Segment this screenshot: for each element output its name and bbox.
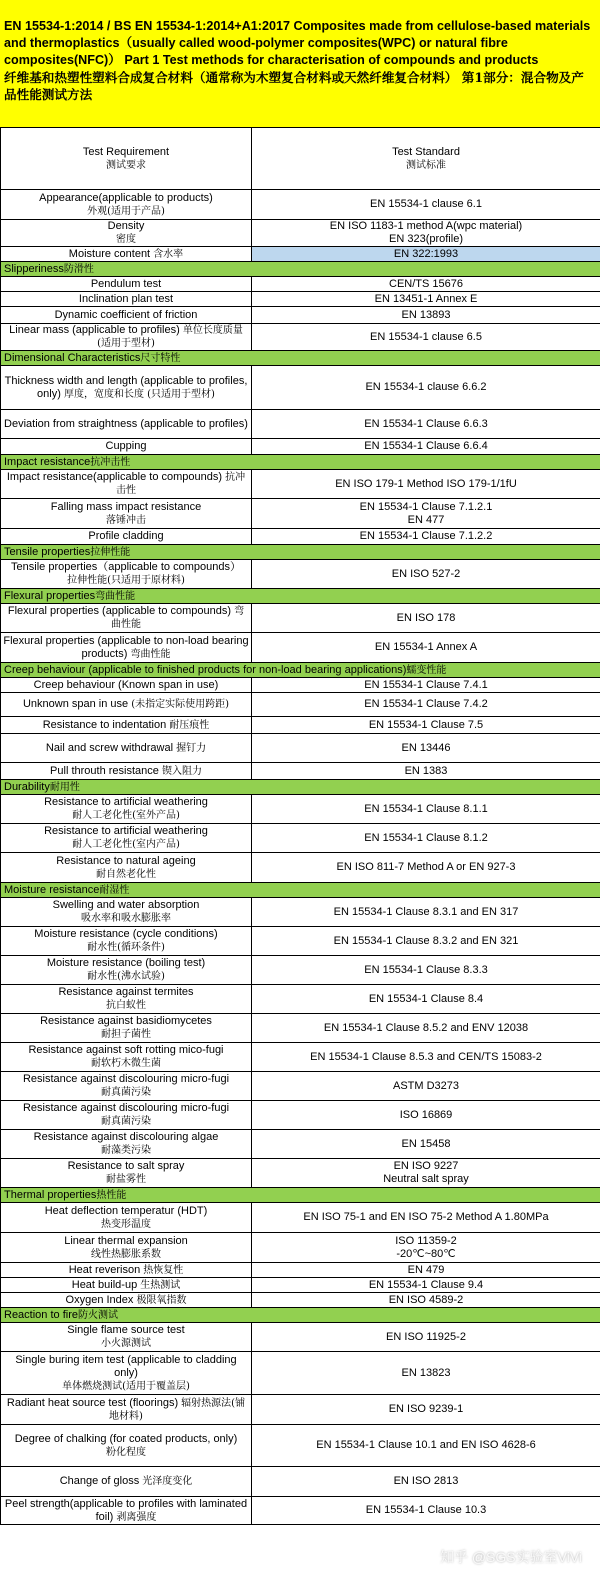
- section-row: [1, 351, 600, 366]
- requirement-cell: [1, 292, 252, 307]
- requirement-cell: [1, 985, 252, 1014]
- standard-cell: EN 1383: [252, 763, 600, 780]
- section-title-cn: 耐用性: [49, 781, 80, 793]
- requirement-cell: [1, 410, 252, 439]
- requirement-en: Pull throuth resistance: [50, 764, 159, 777]
- title-chinese: 纤维基和热塑性塑料合成复合材料（通常称为木塑复合材料或天然纤维复合材料） 第1部分：混合物及产品性能测试方法: [4, 70, 584, 102]
- requirement-cn: 热恢复性: [143, 1264, 184, 1276]
- standard-cell: EN 15534-1 Clause 6.6.3: [252, 410, 600, 439]
- table-row: [1, 927, 600, 956]
- section-row: [1, 780, 600, 795]
- requirement-en: Heat deflection temperatur (HDT): [44, 1204, 208, 1217]
- standard-cell: EN 15534-1 Clause 8.3.1 and EN 317: [252, 898, 600, 927]
- table-row: [1, 717, 600, 734]
- requirement-cell: [1, 1043, 252, 1072]
- requirement-en: Moisture content: [68, 247, 151, 260]
- table-row: [1, 1467, 600, 1497]
- standard-cell: EN 15534-1 Annex A: [252, 633, 600, 663]
- table-row: [1, 366, 600, 410]
- requirement-en: Single flame source test: [67, 1324, 185, 1336]
- requirement-en: Radiant heat source test (floorings): [6, 1396, 179, 1409]
- table-row: [1, 985, 600, 1014]
- section-title: [1, 883, 600, 898]
- requirement-cn: 耐水性(循环条件): [87, 942, 165, 953]
- table-row: [1, 1425, 600, 1467]
- requirement-cn: 弯曲性能: [130, 648, 171, 660]
- requirement-cn: 耐自然老化性: [96, 868, 156, 880]
- section-row: [1, 663, 600, 678]
- requirement-cell: [1, 1352, 252, 1395]
- requirement-cell: [1, 529, 252, 545]
- requirement-cell: [1, 1159, 252, 1188]
- requirement-cn: 线性热膨胀系数: [91, 1248, 161, 1260]
- standard-cell: EN ISO 4589-2: [252, 1293, 600, 1308]
- requirement-cn: 耐人工老化性(室内产品): [72, 839, 180, 850]
- requirement-cn: 极限氧指数: [136, 1294, 187, 1306]
- requirement-en: Tensile properties（applicable to compounds）: [11, 561, 241, 573]
- standard-cell: EN 13451-1 Annex E: [252, 292, 600, 307]
- requirement-cn: 吸水率和吸水膨胀率: [81, 913, 171, 924]
- requirement-en: Oxygen Index: [65, 1293, 134, 1306]
- requirement-en: Resistance to artificial weathering: [44, 825, 208, 837]
- section-title-cn: 弯曲性能: [95, 590, 136, 602]
- requirement-en: Pendulum test: [90, 277, 162, 290]
- standard-cell: EN 15534-1 Clause 7.5: [252, 717, 600, 734]
- table-row: [1, 529, 600, 545]
- title-english: EN 15534-1:2014 / BS EN 15534-1:2014+A1:2017 Composites made from cellulose-based materials and thermoplastics（usually called wood-polymer composites(WPC) or natural fibre composites(NFC)） Part 1 Test methods for characterisation of compounds and products: [4, 19, 591, 67]
- table-row: [1, 324, 600, 351]
- section-title-en: Tensile properties: [4, 545, 91, 558]
- standard-cell: EN ISO 9239-1: [252, 1395, 600, 1425]
- standard-cell: EN 15534-1 clause 6.6.2: [252, 366, 600, 410]
- requirement-cn: 握钉力: [176, 742, 207, 754]
- standard-cell: EN ISO 2813: [252, 1467, 600, 1497]
- standard-cell: EN 479: [252, 1263, 600, 1278]
- standard-cell: EN 13893: [252, 307, 600, 324]
- requirement-cell: [1, 693, 252, 717]
- table-row: [1, 1159, 600, 1188]
- table-row: [1, 1130, 600, 1159]
- requirement-cell: [1, 734, 252, 763]
- requirement-cn: 弯曲性能: [111, 606, 245, 630]
- table-row: [1, 220, 600, 247]
- requirement-en: Resistance against discolouring algae: [33, 1131, 219, 1143]
- requirement-cell: [1, 1278, 252, 1293]
- requirement-cell: [1, 1497, 252, 1525]
- requirement-cn: 拉伸性能(只适用于原材料): [67, 575, 185, 586]
- section-title-en: Slipperiness: [4, 262, 64, 275]
- column-header-standard: [252, 128, 600, 190]
- standard-cell: EN 15534-1 clause 6.1: [252, 190, 600, 220]
- requirement-cell: [1, 956, 252, 985]
- column-header-row: [1, 128, 600, 190]
- requirement-cell: [1, 324, 252, 351]
- document-header: [0, 0, 600, 127]
- standard-cell: EN 15534-1 Clause 8.3.3: [252, 956, 600, 985]
- standard-cell: EN 15534-1 Clause 8.3.2 and EN 321: [252, 927, 600, 956]
- requirement-cell: [1, 560, 252, 589]
- section-row: [1, 883, 600, 898]
- requirement-cell: [1, 678, 252, 693]
- requirement-cn: 耐水性(沸水试验): [87, 971, 165, 982]
- table-row: [1, 292, 600, 307]
- table-row: [1, 1497, 600, 1525]
- requirement-en: Density: [107, 220, 145, 232]
- requirement-en: Deviation from straightness (applicable to profiles): [4, 417, 248, 430]
- requirement-cell: [1, 499, 252, 529]
- requirement-cn: 生热测试: [140, 1279, 181, 1291]
- table-row: [1, 1014, 600, 1043]
- standard-cell: ISO 16869: [252, 1101, 600, 1130]
- column-header-requirement-en: Test Requirement: [82, 145, 170, 158]
- requirement-cn: 耐软朽木微生菌: [91, 1058, 161, 1069]
- requirement-cell: [1, 717, 252, 734]
- requirement-cn: 含水率: [153, 248, 184, 260]
- requirement-cell: [1, 898, 252, 927]
- watermark: 知乎 @SGS实验室ViVi: [439, 1549, 582, 1565]
- requirement-cell: [1, 307, 252, 324]
- standard-cell: EN 15534-1 Clause 10.3: [252, 1497, 600, 1525]
- section-title: [1, 663, 600, 678]
- requirement-en: Profile cladding: [88, 530, 164, 542]
- section-row: [1, 589, 600, 604]
- section-title-cn: 热性能: [96, 1189, 127, 1201]
- table-row: [1, 439, 600, 455]
- standard-cell: ASTM D3273: [252, 1072, 600, 1101]
- requirement-cn: 外观(适用于产品): [87, 205, 165, 217]
- section-title-en: Durability: [4, 780, 50, 793]
- requirement-cn: 辐射热源法(铺地材料): [109, 1397, 246, 1422]
- requirement-en: Moisture resistance (boiling test): [46, 957, 206, 969]
- table-row: [1, 247, 600, 262]
- requirement-en: Heat build-up: [71, 1278, 138, 1291]
- requirement-cell: [1, 1425, 252, 1467]
- requirement-en: Heat reverison: [68, 1263, 141, 1276]
- section-row: [1, 545, 600, 560]
- table-row: [1, 1323, 600, 1352]
- section-title-en: Reaction to fire: [4, 1308, 78, 1321]
- requirement-cn: 单体燃烧测试(适用于覆盖层): [62, 1380, 190, 1392]
- requirement-cell: [1, 824, 252, 853]
- column-header-standard-en: Test Standard: [392, 145, 460, 158]
- section-title-en: Impact resistance: [4, 455, 91, 468]
- requirement-en: Linear thermal expansion: [64, 1234, 188, 1247]
- requirement-cell: [1, 190, 252, 220]
- requirement-en: Resistance against soft rotting mico-fugi: [28, 1044, 224, 1056]
- requirement-cn: 单位长度质量(适用于型材): [97, 325, 243, 349]
- table-row: [1, 678, 600, 693]
- requirement-cell: [1, 1293, 252, 1308]
- requirement-en: Resistance against discolouring micro-fugi: [22, 1073, 230, 1085]
- requirement-en: Flexural properties (applicable to compounds): [7, 605, 232, 617]
- requirement-cn: 剥离强度: [116, 1511, 157, 1523]
- requirement-en: Peel strength(applicable to profiles with laminated foil): [4, 1497, 248, 1523]
- section-row: [1, 1308, 600, 1323]
- standard-cell: EN 15534-1 Clause 7.1.2.1 EN 477: [252, 499, 600, 529]
- requirement-cn: 小火源测试: [101, 1338, 151, 1349]
- standard-cell: EN 13823: [252, 1352, 600, 1395]
- table-row: [1, 1278, 600, 1293]
- test-requirements-table: [0, 127, 600, 1525]
- standard-cell: EN 15534-1 Clause 10.1 and EN ISO 4628-6: [252, 1425, 600, 1467]
- requirement-cn: 落锤冲击: [106, 514, 146, 526]
- requirement-en: Inclination plan test: [78, 292, 174, 305]
- requirement-en: Dynamic coefficient of friction: [54, 308, 198, 321]
- requirement-cell: [1, 1101, 252, 1130]
- table-row: [1, 560, 600, 589]
- requirement-cell: [1, 277, 252, 292]
- table-row: [1, 1263, 600, 1278]
- requirement-cn: 密度: [116, 234, 136, 245]
- requirement-en: Nail and screw withdrawal: [45, 741, 174, 754]
- requirement-cell: [1, 1014, 252, 1043]
- standard-cell: ISO 11359-2 -20℃~80℃: [252, 1233, 600, 1263]
- table-row: [1, 795, 600, 824]
- requirement-cell: [1, 763, 252, 780]
- requirement-en: Resistance against discolouring micro-fugi: [22, 1102, 230, 1114]
- requirement-en: Thickness width and length (applicable to profiles, only): [4, 374, 248, 400]
- requirement-cn: 粉化程度: [106, 1446, 146, 1458]
- section-title: [1, 262, 600, 277]
- requirement-en: Resistance to artificial weathering: [44, 796, 208, 808]
- standard-cell: EN ISO 1183-1 method A(wpc material) EN 323(profile): [252, 220, 600, 247]
- section-title-cn: 防火测试: [77, 1309, 118, 1321]
- standard-cell: EN 13446: [252, 734, 600, 763]
- table-row: [1, 1043, 600, 1072]
- section-title: [1, 1308, 600, 1323]
- standard-cell: EN 15534-1 Clause 7.4.2: [252, 693, 600, 717]
- standard-cell: EN 15534-1 Clause 9.4: [252, 1278, 600, 1293]
- table-row: [1, 470, 600, 499]
- requirement-cell: [1, 1467, 252, 1497]
- standard-cell: EN 15534-1 Clause 8.5.3 and CEN/TS 15083-2: [252, 1043, 600, 1072]
- standard-cell: EN 15458: [252, 1130, 600, 1159]
- table-row: [1, 410, 600, 439]
- requirement-cn: 耐藻类污染: [101, 1145, 151, 1156]
- standard-cell: EN 15534-1 Clause 6.6.4: [252, 439, 600, 455]
- standard-cell: EN 322:1993: [252, 247, 600, 262]
- standard-cell: EN ISO 9227 Neutral salt spray: [252, 1159, 600, 1188]
- requirement-cn: 耐真菌污染: [101, 1116, 151, 1127]
- requirement-cn: 耐担子菌性: [101, 1029, 151, 1040]
- section-title-en: Thermal properties: [4, 1188, 97, 1201]
- requirement-en: Resistance to indentation: [42, 718, 167, 731]
- table-row: [1, 1293, 600, 1308]
- requirement-cell: [1, 1323, 252, 1352]
- standard-cell: EN 15534-1 Clause 7.4.1: [252, 678, 600, 693]
- column-header-requirement: [1, 128, 252, 190]
- requirement-en: Swelling and water absorption: [52, 899, 200, 911]
- requirement-cell: [1, 470, 252, 499]
- requirement-cn: 光泽度变化: [142, 1476, 193, 1487]
- table-row: [1, 1395, 600, 1425]
- table-row: [1, 277, 600, 292]
- section-title: [1, 1188, 600, 1203]
- standard-cell: EN ISO 811-7 Method A or EN 927-3: [252, 853, 600, 883]
- table-row: [1, 1072, 600, 1101]
- requirement-cn: 热变形温度: [101, 1218, 151, 1230]
- section-title: [1, 780, 600, 795]
- requirement-cell: [1, 795, 252, 824]
- table-row: [1, 693, 600, 717]
- requirement-cn: 抗冲击性: [116, 472, 246, 496]
- requirement-en: Resistance to natural ageing: [56, 854, 196, 867]
- requirement-cell: [1, 1130, 252, 1159]
- standard-cell: EN 15534-1 Clause 7.1.2.2: [252, 529, 600, 545]
- standard-cell: EN 15534-1 Clause 8.1.2: [252, 824, 600, 853]
- requirement-en: Creep behaviour (Known span in use): [33, 678, 219, 691]
- table-row: [1, 1352, 600, 1395]
- column-header-requirement-cn: 测试要求: [106, 159, 146, 171]
- requirement-cn: 耐人工老化性(室外产品): [72, 810, 180, 821]
- requirement-cn: 耐压痕性: [169, 719, 210, 731]
- standard-cell: EN 15534-1 Clause 8.5.2 and ENV 12038: [252, 1014, 600, 1043]
- standard-cell: EN ISO 178: [252, 604, 600, 633]
- requirement-en: Single buring item test (applicable to cladding only): [15, 1353, 237, 1379]
- table-row: [1, 763, 600, 780]
- requirement-cell: [1, 220, 252, 247]
- requirement-en: Moisture resistance (cycle conditions): [34, 928, 218, 940]
- requirement-en: Falling mass impact resistance: [50, 500, 202, 513]
- requirement-en: Resistance against termites: [58, 986, 194, 998]
- requirement-cell: [1, 1203, 252, 1233]
- section-title-cn: 尺寸特性: [140, 352, 181, 364]
- section-title-cn: 蠕变性能: [406, 664, 447, 676]
- table-row: [1, 604, 600, 633]
- requirement-en: Flexural properties (applicable to non-load bearing products): [3, 634, 249, 660]
- requirement-cn: 耐真菌污染: [101, 1087, 151, 1098]
- requirement-en: Appearance(applicable to products): [39, 191, 213, 204]
- requirement-en: Unknown span in use: [22, 698, 129, 710]
- requirement-cell: [1, 1233, 252, 1263]
- table-row: [1, 898, 600, 927]
- standard-cell: EN 15534-1 Clause 8.4: [252, 985, 600, 1014]
- requirement-en: Impact resistance(applicable to compounds): [6, 471, 223, 483]
- table-row: [1, 824, 600, 853]
- table-row: [1, 307, 600, 324]
- standard-cell: EN ISO 527-2: [252, 560, 600, 589]
- requirement-cell: [1, 604, 252, 633]
- standard-cell: EN ISO 179-1 Method ISO 179-1/1fU: [252, 470, 600, 499]
- requirement-cell: [1, 633, 252, 663]
- requirement-cell: [1, 366, 252, 410]
- standard-cell: EN ISO 75-1 and EN ISO 75-2 Method A 1.80MPa: [252, 1203, 600, 1233]
- table-row: [1, 633, 600, 663]
- section-title-en: Dimensional Characteristics: [4, 351, 141, 364]
- section-title-cn: 耐湿性: [99, 884, 130, 896]
- section-row: [1, 455, 600, 470]
- section-title-cn: 防滑性: [63, 263, 94, 275]
- section-row: [1, 262, 600, 277]
- section-title: [1, 351, 600, 366]
- section-row: [1, 1188, 600, 1203]
- requirement-cell: [1, 1263, 252, 1278]
- requirement-en: Resistance to salt spray: [67, 1160, 185, 1172]
- requirement-en: Cupping: [105, 440, 147, 452]
- section-title-cn: 抗冲击性: [90, 456, 131, 468]
- table-row: [1, 734, 600, 763]
- standard-cell: CEN/TS 15676: [252, 277, 600, 292]
- requirement-en: Change of gloss: [59, 1475, 140, 1487]
- requirement-en: Degree of chalking (for coated products, only): [14, 1432, 238, 1445]
- section-title-cn: 拉伸性能: [90, 546, 131, 558]
- requirement-cell: [1, 1395, 252, 1425]
- section-title-en: Moisture resistance: [4, 883, 100, 896]
- requirement-cell: [1, 1072, 252, 1101]
- standard-cell: EN ISO 11925-2: [252, 1323, 600, 1352]
- section-title: [1, 455, 600, 470]
- table-row: [1, 1233, 600, 1263]
- column-header-standard-cn: 测试标准: [406, 159, 446, 171]
- table-row: [1, 853, 600, 883]
- requirement-en: Linear mass (applicable to profiles): [9, 324, 180, 336]
- standard-cell: EN 15534-1 clause 6.5: [252, 324, 600, 351]
- section-title: [1, 545, 600, 560]
- requirement-cn: 抗白蚁性: [106, 1000, 146, 1011]
- requirement-cn: 锲入阻力: [161, 765, 202, 777]
- table-row: [1, 1101, 600, 1130]
- requirement-cn: 耐盐雾性: [106, 1174, 146, 1185]
- section-title: [1, 589, 600, 604]
- requirement-cn: 厚度，宽度和长度 (只适用于型材): [63, 388, 215, 400]
- requirement-cell: [1, 439, 252, 455]
- table-row: [1, 1203, 600, 1233]
- table-row: [1, 190, 600, 220]
- section-title-en: Creep behaviour (applicable to finished products for non-load bearing applications): [4, 663, 407, 676]
- requirement-cell: [1, 927, 252, 956]
- section-title-en: Flexural properties: [4, 589, 96, 602]
- requirement-cell: [1, 247, 252, 262]
- requirement-cn: (未指定实际使用跨距): [131, 699, 230, 710]
- standard-cell: EN 15534-1 Clause 8.1.1: [252, 795, 600, 824]
- table-row: [1, 956, 600, 985]
- requirement-en: Resistance against basidiomycetes: [40, 1015, 212, 1027]
- requirement-cell: [1, 853, 252, 883]
- table-row: [1, 499, 600, 529]
